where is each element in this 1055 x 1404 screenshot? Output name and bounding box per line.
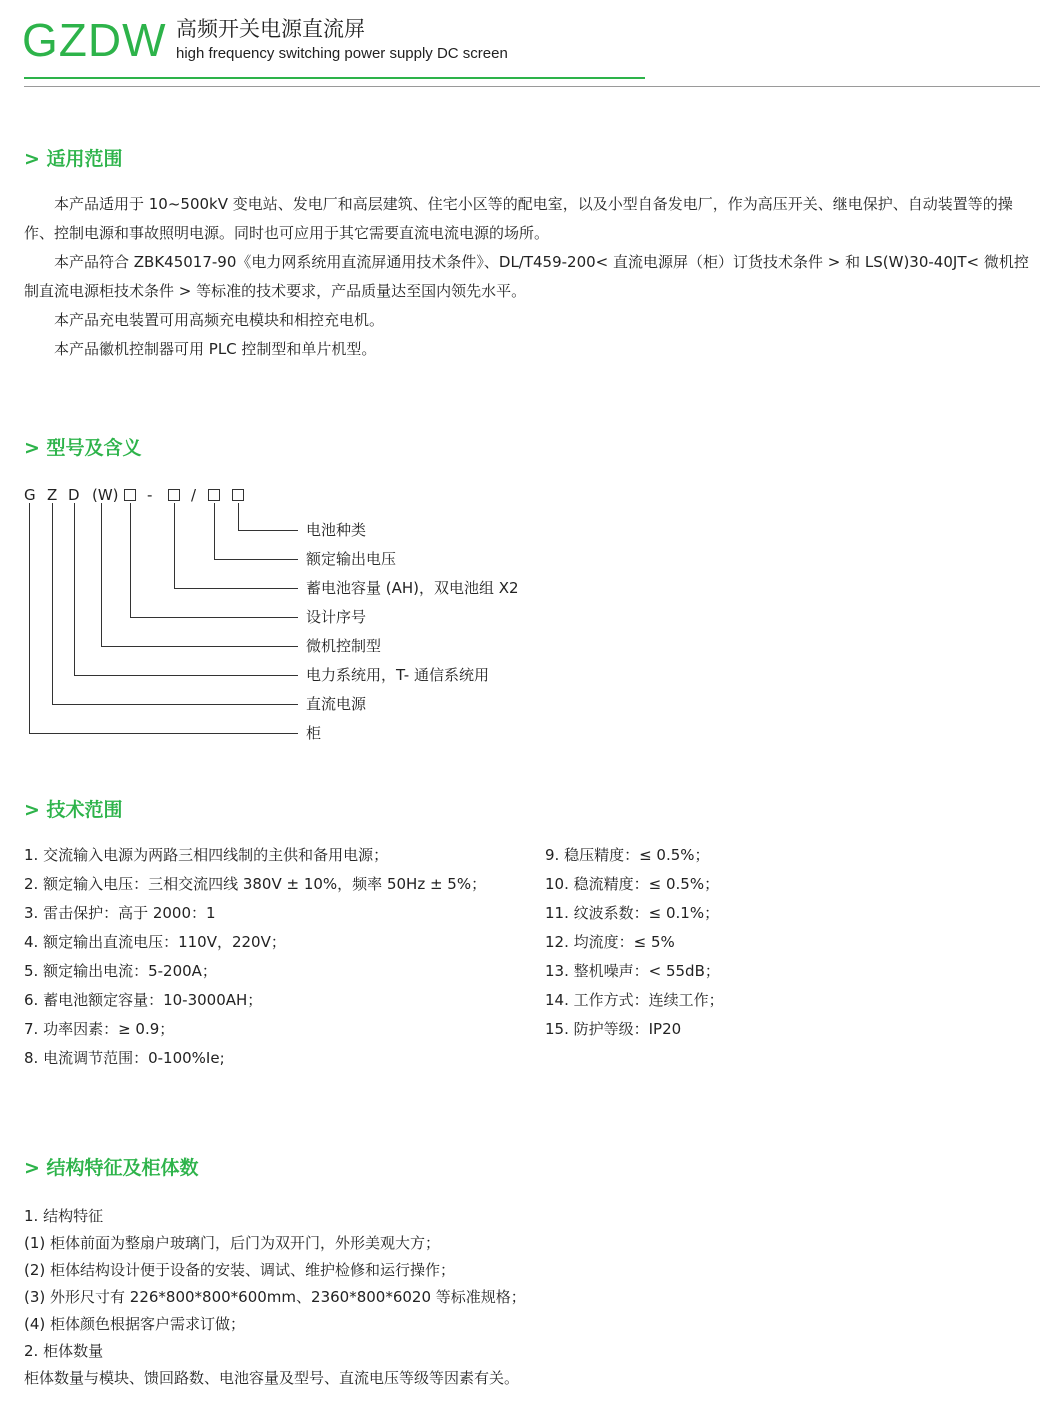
code-char-dash: -: [147, 486, 153, 504]
logo-text: GZDW: [22, 14, 167, 66]
tech-item: 13. 整机噪声：< 55dB；: [545, 962, 720, 980]
section-heading-tech: > 技术范围: [24, 799, 123, 821]
structure-line: 2. 柜体数量: [24, 1342, 104, 1360]
tech-item: 8. 电流调节范围：0-100%Ie;: [24, 1049, 225, 1067]
connector-power-system: [75, 503, 299, 676]
scope-paragraph-1: 本产品适用于 10~500kV 变电站、发电厂和高层建筑、住宅小区等的配电室，以及小型自备发电厂，作为高压开关、继电保护、自动装置等的操作、控制电源和事故照明电源。同时也可应用于其它需要直流电流电源的场所。: [24, 195, 1013, 242]
structure-line: (1) 柜体前面为整扇户玻璃门，后门为双开门，外形美观大方；: [24, 1234, 441, 1252]
tech-item: 6. 蓄电池额定容量：10-3000AH；: [24, 991, 263, 1009]
code-char-w: (W): [92, 486, 119, 504]
tech-item: 3. 雷击保护：高于 2000：1: [24, 904, 216, 922]
code-char-d: D: [68, 486, 80, 504]
model-label-battery-type: 电池种类: [306, 521, 367, 539]
tech-item: 5. 额定输出电流：5-200A；: [24, 962, 217, 980]
connector-battery-type: [239, 503, 299, 531]
model-label-design-serial: 设计序号: [306, 608, 367, 626]
structure-line: (3) 外形尺寸有 226*800*800*600mm、2360*800*6020 等标准规格；: [24, 1288, 526, 1306]
tech-item: 11. 纹波系数：≤ 0.1%；: [545, 904, 720, 922]
scope-paragraph-2: 本产品符合 ZBK45017-90《电力网系统用直流屏通用技术条件》、DL/T459-200< 直流电源屏（柜）订货技术条件 > 和 LS(W)30-40JT< 微机控制直流电源柜技术条件 > 等标准的技术要求，产品质量达至国内领先水平。: [24, 253, 1029, 300]
section-heading-structure: > 结构特征及柜体数: [24, 1157, 199, 1179]
tech-item: 12. 均流度：≤ 5%: [545, 933, 675, 951]
tech-item: 9. 稳压精度：≤ 0.5%；: [545, 846, 710, 864]
connector-dc-source: [53, 503, 299, 705]
model-label-power-system: 电力系统用，T- 通信系统用: [306, 666, 489, 684]
model-label-dc-source: 直流电源: [306, 695, 367, 713]
model-label-cabinet: 柜: [306, 724, 322, 742]
connector-rated-voltage: [215, 503, 299, 560]
code-char-z: Z: [47, 486, 58, 504]
code-char-slash: /: [191, 486, 197, 504]
tech-item: 14. 工作方式：连续工作；: [545, 991, 724, 1009]
structure-line: 1. 结构特征: [24, 1207, 104, 1225]
connector-battery-capacity: [175, 503, 299, 589]
tech-item: 2. 额定输入电压：三相交流四线 380V ± 10%，频率 50Hz ± 5%；: [24, 875, 487, 893]
structure-line: (4) 柜体颜色根据客户需求订做；: [24, 1315, 246, 1333]
scope-paragraph-4: 本产品徽机控制器可用 PLC 控制型和单片机型。: [54, 340, 377, 358]
page-subtitle: high frequency switching power supply DC screen: [176, 45, 508, 62]
page-title: 高频开关电源直流屏: [176, 17, 365, 41]
tech-item: 15. 防护等级：IP20: [545, 1020, 682, 1038]
connector-cabinet: [30, 503, 299, 734]
tech-item: 4. 额定输出直流电压：110V，220V；: [24, 933, 286, 951]
structure-line: (2) 柜体结构设计便于设备的安装、调试、维护检修和运行操作；: [24, 1261, 456, 1279]
section-heading-scope: > 适用范围: [24, 148, 123, 170]
tech-item: 7. 功率因素：≥ 0.9；: [24, 1020, 175, 1038]
model-label-battery-capacity: 蓄电池容量 (AH)，双电池组 X2: [306, 579, 519, 597]
scope-paragraph-3: 本产品充电装置可用高频充电模块和相控充电机。: [54, 311, 385, 329]
model-label-rated-voltage: 额定输出电压: [306, 550, 397, 568]
section-heading-model: > 型号及含义: [24, 437, 142, 459]
model-label-microcomputer: 微机控制型: [306, 637, 382, 655]
structure-line: 柜体数量与模块、馈回路数、电池容量及型号、直流电压等级等因素有关。: [24, 1369, 520, 1387]
tech-item: 1. 交流输入电源为两路三相四线制的主供和备用电源；: [24, 846, 389, 864]
tech-item: 10. 稳流精度：≤ 0.5%；: [545, 875, 720, 893]
code-char-g: G: [24, 486, 36, 504]
